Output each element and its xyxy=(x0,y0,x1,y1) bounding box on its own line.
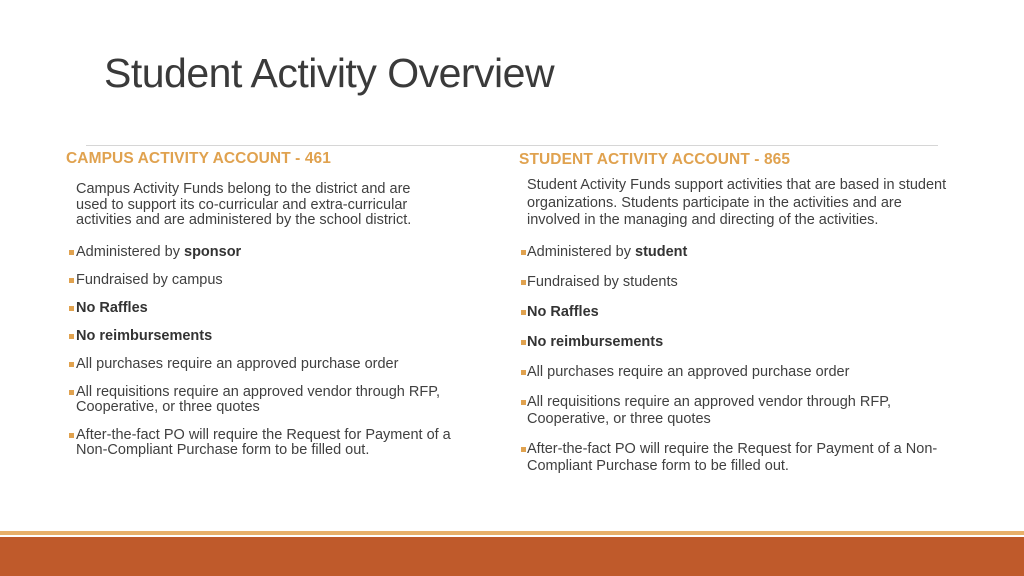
square-bullet-icon xyxy=(521,280,526,285)
list-item: All purchases require an approved purchase order xyxy=(66,357,486,372)
list-item: No reimbursements xyxy=(519,334,944,351)
list-item: All requisitions require an approved vendor through RFP, Cooperative, or three quotes xyxy=(66,385,486,415)
list-item: After-the-fact PO will require the Request for Payment of a Non-Compliant Purchase form to be filled out. xyxy=(519,441,944,475)
student-activity-column xyxy=(519,151,947,475)
list-item: All purchases require an approved purchase order xyxy=(519,364,944,381)
square-bullet-icon xyxy=(69,334,74,339)
slide-title: Student Activity Overview xyxy=(104,50,555,96)
campus-activity-column xyxy=(66,150,486,458)
list-item: No Raffles xyxy=(519,304,944,321)
square-bullet-icon xyxy=(521,250,526,255)
campus-activity-list xyxy=(66,245,486,458)
list-item: Administered by sponsor xyxy=(66,245,486,260)
campus-activity-intro: Campus Activity Funds belong to the district and are used to support its co-curricular and extra-curricular activities and are administered by the school district. xyxy=(76,181,412,228)
square-bullet-icon xyxy=(521,370,526,375)
list-item: No Raffles xyxy=(66,301,486,316)
list-item: No reimbursements xyxy=(66,329,486,344)
student-activity-intro: Student Activity Funds support activities that are based in student organizations. Students participate in the activities and are involved in the managing and directing of the activities. xyxy=(527,177,947,228)
list-item: Fundraised by campus xyxy=(66,273,486,288)
list-item: Fundraised by students xyxy=(519,274,944,291)
list-item: After-the-fact PO will require the Request for Payment of a Non-Compliant Purchase form to be filled out. xyxy=(66,428,486,458)
student-activity-list xyxy=(519,244,944,475)
square-bullet-icon xyxy=(69,362,74,367)
square-bullet-icon xyxy=(69,250,74,255)
square-bullet-icon xyxy=(521,310,526,315)
square-bullet-icon xyxy=(69,390,74,395)
square-bullet-icon xyxy=(69,433,74,438)
square-bullet-icon xyxy=(521,340,526,345)
square-bullet-icon xyxy=(521,447,526,452)
title-divider xyxy=(86,145,938,146)
square-bullet-icon xyxy=(69,278,74,283)
list-item: Administered by student xyxy=(519,244,944,261)
list-item: All requisitions require an approved vendor through RFP, Cooperative, or three quotes xyxy=(519,394,944,428)
footer-band xyxy=(0,537,1024,576)
footer-accent-line xyxy=(0,531,1024,535)
square-bullet-icon xyxy=(521,400,526,405)
square-bullet-icon xyxy=(69,306,74,311)
student-activity-heading: STUDENT ACTIVITY ACCOUNT - 865 xyxy=(519,151,791,168)
campus-activity-heading: CAMPUS ACTIVITY ACCOUNT - 461 xyxy=(66,150,331,167)
